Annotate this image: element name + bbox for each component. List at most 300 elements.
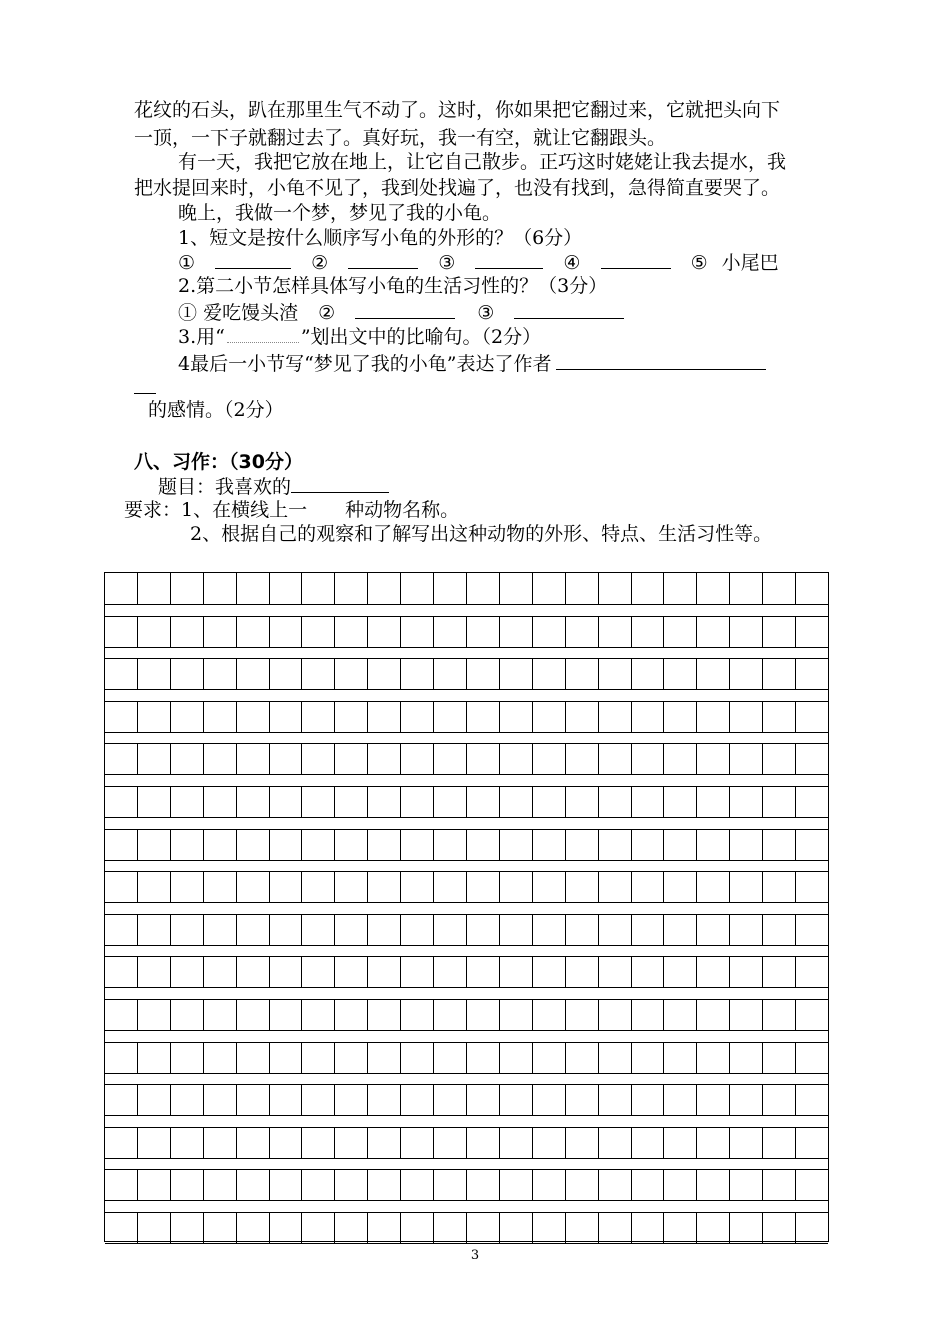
grid-cell[interactable] xyxy=(171,1127,204,1159)
grid-cell[interactable] xyxy=(599,999,632,1031)
grid-cell[interactable] xyxy=(138,999,171,1031)
grid-cell[interactable] xyxy=(664,956,697,988)
grid-cell[interactable] xyxy=(467,1084,500,1116)
grid-cell[interactable] xyxy=(632,829,665,861)
grid-cell[interactable] xyxy=(270,1042,303,1074)
grid-cell[interactable] xyxy=(467,1169,500,1201)
grid-cell[interactable] xyxy=(500,573,533,605)
grid-cell[interactable] xyxy=(270,701,303,733)
grid-cell[interactable] xyxy=(796,573,828,605)
grid-cell[interactable] xyxy=(796,1042,828,1074)
grid-cell[interactable] xyxy=(664,1169,697,1201)
grid-cell[interactable] xyxy=(730,829,763,861)
grid-cell[interactable] xyxy=(566,1169,599,1201)
grid-cell[interactable] xyxy=(664,616,697,648)
grid-cell[interactable] xyxy=(730,1042,763,1074)
grid-cell[interactable] xyxy=(566,616,599,648)
answer-blank[interactable] xyxy=(134,393,156,394)
grid-cell[interactable] xyxy=(697,871,730,903)
grid-cell[interactable] xyxy=(237,1127,270,1159)
grid-cell[interactable] xyxy=(763,999,796,1031)
grid-cell[interactable] xyxy=(302,658,335,690)
grid-cell[interactable] xyxy=(763,573,796,605)
grid-cell[interactable] xyxy=(533,701,566,733)
grid-cell[interactable] xyxy=(533,914,566,946)
grid-cell[interactable] xyxy=(763,1212,796,1244)
grid-cell[interactable] xyxy=(270,999,303,1031)
grid-cell[interactable] xyxy=(500,658,533,690)
grid-cell[interactable] xyxy=(138,658,171,690)
grid-cell[interactable] xyxy=(401,1127,434,1159)
grid-cell[interactable] xyxy=(533,616,566,648)
grid-cell[interactable] xyxy=(730,616,763,648)
grid-cell[interactable] xyxy=(302,956,335,988)
grid-cell[interactable] xyxy=(138,743,171,775)
answer-blank[interactable] xyxy=(601,250,671,269)
grid-cell[interactable] xyxy=(763,1169,796,1201)
grid-cell[interactable] xyxy=(434,573,467,605)
grid-cell[interactable] xyxy=(796,1084,828,1116)
grid-cell[interactable] xyxy=(368,956,401,988)
grid-cell[interactable] xyxy=(730,956,763,988)
grid-cell[interactable] xyxy=(796,1212,828,1244)
grid-cell[interactable] xyxy=(467,1127,500,1159)
grid-cell[interactable] xyxy=(171,871,204,903)
grid-cell[interactable] xyxy=(500,616,533,648)
grid-cell[interactable] xyxy=(500,786,533,818)
grid-cell[interactable] xyxy=(204,786,237,818)
title-blank[interactable] xyxy=(291,474,389,493)
grid-cell[interactable] xyxy=(763,829,796,861)
grid-cell[interactable] xyxy=(105,786,138,818)
grid-cell[interactable] xyxy=(434,914,467,946)
grid-cell[interactable] xyxy=(270,871,303,903)
grid-cell[interactable] xyxy=(632,1127,665,1159)
grid-cell[interactable] xyxy=(467,956,500,988)
grid-cell[interactable] xyxy=(105,1169,138,1201)
grid-cell[interactable] xyxy=(632,999,665,1031)
grid-cell[interactable] xyxy=(237,1042,270,1074)
grid-cell[interactable] xyxy=(566,1127,599,1159)
grid-cell[interactable] xyxy=(434,999,467,1031)
grid-cell[interactable] xyxy=(500,743,533,775)
grid-cell[interactable] xyxy=(401,1042,434,1074)
grid-cell[interactable] xyxy=(434,701,467,733)
grid-cell[interactable] xyxy=(434,743,467,775)
grid-cell[interactable] xyxy=(796,616,828,648)
grid-cell[interactable] xyxy=(270,786,303,818)
grid-cell[interactable] xyxy=(500,914,533,946)
grid-cell[interactable] xyxy=(796,701,828,733)
grid-cell[interactable] xyxy=(434,786,467,818)
grid-cell[interactable] xyxy=(467,573,500,605)
grid-cell[interactable] xyxy=(204,1212,237,1244)
grid-cell[interactable] xyxy=(171,743,204,775)
grid-cell[interactable] xyxy=(204,1042,237,1074)
grid-cell[interactable] xyxy=(434,1169,467,1201)
grid-cell[interactable] xyxy=(796,871,828,903)
grid-cell[interactable] xyxy=(401,914,434,946)
grid-cell[interactable] xyxy=(599,701,632,733)
grid-cell[interactable] xyxy=(664,573,697,605)
grid-cell[interactable] xyxy=(302,701,335,733)
grid-cell[interactable] xyxy=(697,956,730,988)
grid-cell[interactable] xyxy=(763,658,796,690)
grid-cell[interactable] xyxy=(796,743,828,775)
grid-cell[interactable] xyxy=(204,1169,237,1201)
grid-cell[interactable] xyxy=(138,1042,171,1074)
grid-cell[interactable] xyxy=(763,1084,796,1116)
grid-cell[interactable] xyxy=(763,914,796,946)
grid-cell[interactable] xyxy=(434,1212,467,1244)
grid-cell[interactable] xyxy=(171,829,204,861)
grid-cell[interactable] xyxy=(401,658,434,690)
grid-cell[interactable] xyxy=(105,914,138,946)
grid-cell[interactable] xyxy=(368,616,401,648)
grid-cell[interactable] xyxy=(500,1212,533,1244)
grid-cell[interactable] xyxy=(599,956,632,988)
grid-cell[interactable] xyxy=(796,914,828,946)
grid-cell[interactable] xyxy=(335,743,368,775)
grid-cell[interactable] xyxy=(730,701,763,733)
grid-cell[interactable] xyxy=(335,701,368,733)
grid-cell[interactable] xyxy=(730,914,763,946)
grid-cell[interactable] xyxy=(730,743,763,775)
grid-cell[interactable] xyxy=(401,701,434,733)
grid-cell[interactable] xyxy=(632,914,665,946)
grid-cell[interactable] xyxy=(664,658,697,690)
grid-cell[interactable] xyxy=(204,829,237,861)
grid-cell[interactable] xyxy=(664,1127,697,1159)
grid-cell[interactable] xyxy=(270,658,303,690)
grid-cell[interactable] xyxy=(270,616,303,648)
grid-cell[interactable] xyxy=(368,914,401,946)
grid-cell[interactable] xyxy=(599,573,632,605)
grid-cell[interactable] xyxy=(105,1042,138,1074)
grid-cell[interactable] xyxy=(368,573,401,605)
grid-cell[interactable] xyxy=(138,701,171,733)
grid-cell[interactable] xyxy=(302,616,335,648)
grid-cell[interactable] xyxy=(335,871,368,903)
grid-cell[interactable] xyxy=(697,658,730,690)
grid-cell[interactable] xyxy=(237,956,270,988)
grid-cell[interactable] xyxy=(335,956,368,988)
grid-cell[interactable] xyxy=(697,1127,730,1159)
grid-cell[interactable] xyxy=(632,1042,665,1074)
grid-cell[interactable] xyxy=(500,701,533,733)
grid-cell[interactable] xyxy=(204,573,237,605)
grid-cell[interactable] xyxy=(368,999,401,1031)
grid-cell[interactable] xyxy=(664,914,697,946)
grid-cell[interactable] xyxy=(302,786,335,818)
grid-cell[interactable] xyxy=(697,829,730,861)
grid-cell[interactable] xyxy=(533,573,566,605)
grid-cell[interactable] xyxy=(138,871,171,903)
grid-cell[interactable] xyxy=(204,658,237,690)
grid-cell[interactable] xyxy=(171,616,204,648)
grid-cell[interactable] xyxy=(237,829,270,861)
grid-cell[interactable] xyxy=(237,616,270,648)
grid-cell[interactable] xyxy=(500,1169,533,1201)
grid-cell[interactable] xyxy=(302,914,335,946)
grid-cell[interactable] xyxy=(335,658,368,690)
grid-cell[interactable] xyxy=(697,1084,730,1116)
grid-cell[interactable] xyxy=(105,743,138,775)
grid-cell[interactable] xyxy=(237,1084,270,1116)
grid-cell[interactable] xyxy=(796,956,828,988)
grid-cell[interactable] xyxy=(632,956,665,988)
grid-cell[interactable] xyxy=(730,786,763,818)
grid-cell[interactable] xyxy=(105,1212,138,1244)
grid-cell[interactable] xyxy=(533,956,566,988)
grid-cell[interactable] xyxy=(138,1084,171,1116)
grid-cell[interactable] xyxy=(599,914,632,946)
grid-cell[interactable] xyxy=(302,999,335,1031)
grid-cell[interactable] xyxy=(171,573,204,605)
grid-cell[interactable] xyxy=(467,914,500,946)
grid-cell[interactable] xyxy=(302,1084,335,1116)
grid-cell[interactable] xyxy=(138,786,171,818)
grid-cell[interactable] xyxy=(302,1127,335,1159)
grid-cell[interactable] xyxy=(730,1169,763,1201)
grid-cell[interactable] xyxy=(533,658,566,690)
grid-cell[interactable] xyxy=(763,1042,796,1074)
grid-cell[interactable] xyxy=(467,1042,500,1074)
grid-cell[interactable] xyxy=(566,786,599,818)
grid-cell[interactable] xyxy=(533,786,566,818)
grid-cell[interactable] xyxy=(401,616,434,648)
grid-cell[interactable] xyxy=(566,701,599,733)
grid-cell[interactable] xyxy=(105,999,138,1031)
grid-cell[interactable] xyxy=(368,786,401,818)
grid-cell[interactable] xyxy=(368,1042,401,1074)
grid-cell[interactable] xyxy=(335,829,368,861)
grid-cell[interactable] xyxy=(270,1084,303,1116)
grid-cell[interactable] xyxy=(368,871,401,903)
grid-cell[interactable] xyxy=(632,743,665,775)
grid-cell[interactable] xyxy=(204,999,237,1031)
grid-cell[interactable] xyxy=(533,743,566,775)
grid-cell[interactable] xyxy=(302,573,335,605)
grid-cell[interactable] xyxy=(302,743,335,775)
grid-cell[interactable] xyxy=(664,1084,697,1116)
grid-cell[interactable] xyxy=(599,786,632,818)
grid-cell[interactable] xyxy=(401,871,434,903)
grid-cell[interactable] xyxy=(302,1169,335,1201)
grid-cell[interactable] xyxy=(401,956,434,988)
grid-cell[interactable] xyxy=(566,956,599,988)
grid-cell[interactable] xyxy=(237,871,270,903)
grid-cell[interactable] xyxy=(270,743,303,775)
grid-cell[interactable] xyxy=(500,956,533,988)
grid-cell[interactable] xyxy=(302,1042,335,1074)
grid-cell[interactable] xyxy=(796,1169,828,1201)
grid-cell[interactable] xyxy=(105,1127,138,1159)
grid-cell[interactable] xyxy=(467,701,500,733)
grid-cell[interactable] xyxy=(434,1127,467,1159)
grid-cell[interactable] xyxy=(697,616,730,648)
grid-cell[interactable] xyxy=(335,786,368,818)
grid-cell[interactable] xyxy=(599,1169,632,1201)
grid-cell[interactable] xyxy=(599,1127,632,1159)
grid-cell[interactable] xyxy=(632,701,665,733)
answer-blank[interactable] xyxy=(475,250,543,269)
grid-cell[interactable] xyxy=(533,871,566,903)
grid-cell[interactable] xyxy=(434,658,467,690)
grid-cell[interactable] xyxy=(171,1042,204,1074)
grid-cell[interactable] xyxy=(467,743,500,775)
grid-cell[interactable] xyxy=(467,1212,500,1244)
grid-cell[interactable] xyxy=(302,871,335,903)
grid-cell[interactable] xyxy=(566,658,599,690)
grid-cell[interactable] xyxy=(533,1127,566,1159)
grid-cell[interactable] xyxy=(697,1169,730,1201)
grid-cell[interactable] xyxy=(664,999,697,1031)
grid-cell[interactable] xyxy=(401,743,434,775)
grid-cell[interactable] xyxy=(763,871,796,903)
grid-cell[interactable] xyxy=(763,616,796,648)
grid-cell[interactable] xyxy=(105,1084,138,1116)
grid-cell[interactable] xyxy=(599,1084,632,1116)
grid-cell[interactable] xyxy=(697,786,730,818)
grid-cell[interactable] xyxy=(401,829,434,861)
answer-blank[interactable] xyxy=(514,300,624,319)
grid-cell[interactable] xyxy=(599,829,632,861)
grid-cell[interactable] xyxy=(335,616,368,648)
grid-cell[interactable] xyxy=(632,573,665,605)
grid-cell[interactable] xyxy=(138,1169,171,1201)
grid-cell[interactable] xyxy=(467,829,500,861)
grid-cell[interactable] xyxy=(796,1127,828,1159)
grid-cell[interactable] xyxy=(237,743,270,775)
grid-cell[interactable] xyxy=(237,573,270,605)
grid-cell[interactable] xyxy=(368,1084,401,1116)
grid-cell[interactable] xyxy=(697,701,730,733)
grid-cell[interactable] xyxy=(500,1127,533,1159)
grid-cell[interactable] xyxy=(105,829,138,861)
grid-cell[interactable] xyxy=(763,956,796,988)
grid-cell[interactable] xyxy=(171,1084,204,1116)
grid-cell[interactable] xyxy=(796,999,828,1031)
grid-cell[interactable] xyxy=(105,956,138,988)
grid-cell[interactable] xyxy=(434,829,467,861)
grid-cell[interactable] xyxy=(138,616,171,648)
grid-cell[interactable] xyxy=(434,1042,467,1074)
grid-cell[interactable] xyxy=(697,1042,730,1074)
grid-cell[interactable] xyxy=(566,829,599,861)
grid-cell[interactable] xyxy=(237,786,270,818)
grid-cell[interactable] xyxy=(730,1084,763,1116)
grid-cell[interactable] xyxy=(566,1042,599,1074)
grid-cell[interactable] xyxy=(335,1169,368,1201)
grid-cell[interactable] xyxy=(204,1084,237,1116)
grid-cell[interactable] xyxy=(500,871,533,903)
grid-cell[interactable] xyxy=(401,786,434,818)
grid-cell[interactable] xyxy=(368,1169,401,1201)
answer-blank[interactable] xyxy=(355,300,455,319)
grid-cell[interactable] xyxy=(270,956,303,988)
grid-cell[interactable] xyxy=(204,616,237,648)
grid-cell[interactable] xyxy=(697,573,730,605)
grid-cell[interactable] xyxy=(237,658,270,690)
grid-cell[interactable] xyxy=(270,573,303,605)
grid-cell[interactable] xyxy=(401,573,434,605)
grid-cell[interactable] xyxy=(632,616,665,648)
grid-cell[interactable] xyxy=(730,871,763,903)
grid-cell[interactable] xyxy=(171,658,204,690)
grid-cell[interactable] xyxy=(467,871,500,903)
grid-cell[interactable] xyxy=(533,1212,566,1244)
grid-cell[interactable] xyxy=(335,999,368,1031)
grid-cell[interactable] xyxy=(599,871,632,903)
grid-cell[interactable] xyxy=(763,786,796,818)
grid-cell[interactable] xyxy=(566,1212,599,1244)
grid-cell[interactable] xyxy=(204,743,237,775)
grid-cell[interactable] xyxy=(697,743,730,775)
grid-cell[interactable] xyxy=(467,786,500,818)
answer-blank[interactable] xyxy=(215,250,291,269)
grid-cell[interactable] xyxy=(204,701,237,733)
grid-cell[interactable] xyxy=(237,999,270,1031)
grid-cell[interactable] xyxy=(434,956,467,988)
grid-cell[interactable] xyxy=(632,786,665,818)
grid-cell[interactable] xyxy=(566,1084,599,1116)
grid-cell[interactable] xyxy=(401,999,434,1031)
grid-cell[interactable] xyxy=(171,956,204,988)
grid-cell[interactable] xyxy=(105,701,138,733)
grid-cell[interactable] xyxy=(204,1127,237,1159)
grid-cell[interactable] xyxy=(763,1127,796,1159)
grid-cell[interactable] xyxy=(500,829,533,861)
grid-cell[interactable] xyxy=(368,1212,401,1244)
grid-cell[interactable] xyxy=(138,1127,171,1159)
answer-blank[interactable] xyxy=(348,250,418,269)
grid-cell[interactable] xyxy=(664,743,697,775)
grid-cell[interactable] xyxy=(434,616,467,648)
grid-cell[interactable] xyxy=(730,1127,763,1159)
grid-cell[interactable] xyxy=(368,743,401,775)
grid-cell[interactable] xyxy=(730,573,763,605)
grid-cell[interactable] xyxy=(566,914,599,946)
grid-cell[interactable] xyxy=(796,786,828,818)
grid-cell[interactable] xyxy=(533,829,566,861)
grid-cell[interactable] xyxy=(467,999,500,1031)
grid-cell[interactable] xyxy=(664,1212,697,1244)
grid-cell[interactable] xyxy=(105,658,138,690)
grid-cell[interactable] xyxy=(302,829,335,861)
grid-cell[interactable] xyxy=(697,914,730,946)
grid-cell[interactable] xyxy=(566,871,599,903)
grid-cell[interactable] xyxy=(368,701,401,733)
grid-cell[interactable] xyxy=(500,999,533,1031)
grid-cell[interactable] xyxy=(730,658,763,690)
grid-cell[interactable] xyxy=(664,871,697,903)
grid-cell[interactable] xyxy=(171,1212,204,1244)
grid-cell[interactable] xyxy=(368,658,401,690)
grid-cell[interactable] xyxy=(730,1212,763,1244)
grid-cell[interactable] xyxy=(664,1042,697,1074)
grid-cell[interactable] xyxy=(237,1169,270,1201)
grid-cell[interactable] xyxy=(368,829,401,861)
grid-cell[interactable] xyxy=(335,1084,368,1116)
grid-cell[interactable] xyxy=(664,829,697,861)
grid-cell[interactable] xyxy=(237,701,270,733)
grid-cell[interactable] xyxy=(237,914,270,946)
grid-cell[interactable] xyxy=(335,914,368,946)
grid-cell[interactable] xyxy=(138,956,171,988)
grid-cell[interactable] xyxy=(270,1127,303,1159)
grid-cell[interactable] xyxy=(434,1084,467,1116)
